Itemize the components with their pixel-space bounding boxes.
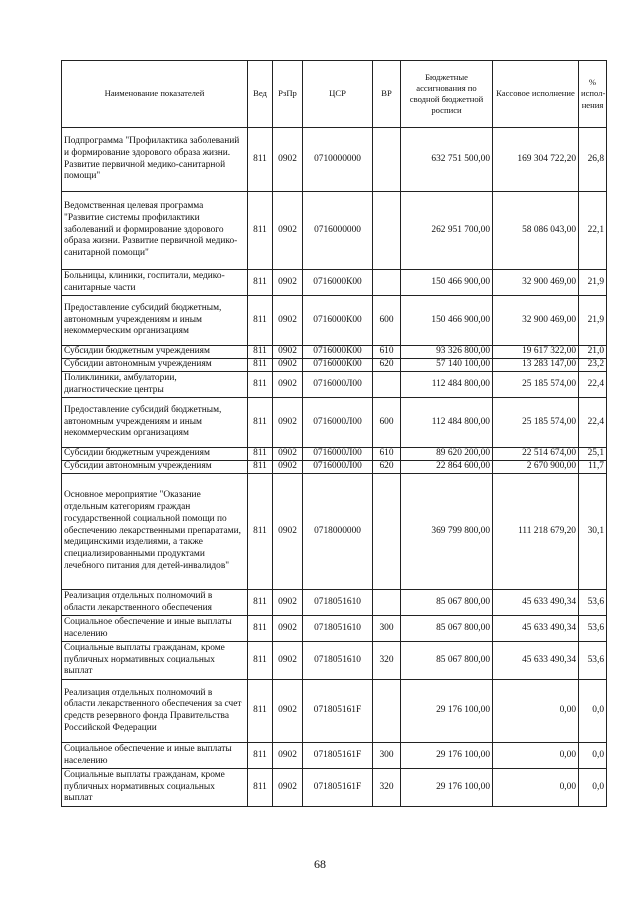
row-cash: 0,00 [493,769,579,807]
row-budget: 150 466 900,00 [401,296,493,346]
row-cash: 45 633 490,34 [493,590,579,616]
row-rzpr: 0902 [273,372,303,398]
row-csr: 0716000К00 [303,359,373,372]
row-name: Основное мероприятие "Оказание отдельным категориям граждан государственной социальной помощи по обеспечению лекарственными препаратами, медицинскими изделиями, а также специализированными продуктами лечебного питания для детей-инвалидов" [62,474,248,590]
row-csr: 0716000К00 [303,296,373,346]
row-name: Субсидии автономным учреждениям [62,359,248,372]
row-ved: 811 [248,359,273,372]
row-budget: 85 067 800,00 [401,616,493,642]
row-csr: 0718051610 [303,590,373,616]
row-ved: 811 [248,642,273,680]
row-budget: 57 140 100,00 [401,359,493,372]
row-vr: 610 [373,448,401,461]
row-percent: 22,4 [579,398,607,448]
row-cash: 45 633 490,34 [493,616,579,642]
row-percent: 22,1 [579,192,607,270]
row-percent: 21,0 [579,346,607,359]
row-vr [373,372,401,398]
row-csr: 0716000Л00 [303,372,373,398]
row-rzpr: 0902 [273,680,303,743]
row-name: Подпрограмма "Профилактика заболеваний и формирование здорового образа жизни. Развитие первичной медико-санитарной помощи" [62,128,248,192]
row-vr [373,474,401,590]
row-budget: 89 620 200,00 [401,448,493,461]
row-ved: 811 [248,372,273,398]
row-percent: 22,4 [579,372,607,398]
row-vr [373,128,401,192]
row-cash: 25 185 574,00 [493,398,579,448]
row-percent: 30,1 [579,474,607,590]
row-cash: 169 304 722,20 [493,128,579,192]
row-vr: 300 [373,743,401,769]
row-budget: 262 951 700,00 [401,192,493,270]
row-cash: 22 514 674,00 [493,448,579,461]
table-row [62,128,607,192]
table-body [62,128,607,807]
row-cash: 111 218 679,20 [493,474,579,590]
row-budget: 369 799 800,00 [401,474,493,590]
row-csr: 0716000Л00 [303,448,373,461]
row-rzpr: 0902 [273,398,303,448]
row-percent: 0,0 [579,769,607,807]
row-cash: 0,00 [493,743,579,769]
budget-execution-table [61,60,607,807]
row-rzpr: 0902 [273,474,303,590]
row-name: Ведомственная целевая программа "Развитие системы профилактики заболеваний и формирование здорового образа жизни. Развитие первичной медико-санитарной помощи" [62,192,248,270]
row-ved: 811 [248,192,273,270]
row-budget: 93 326 800,00 [401,346,493,359]
row-ved: 811 [248,680,273,743]
table-row [62,192,607,270]
table-row [62,270,607,296]
row-cash: 58 086 043,00 [493,192,579,270]
row-ved: 811 [248,461,273,474]
row-cash: 45 633 490,34 [493,642,579,680]
row-csr: 0716000Л00 [303,398,373,448]
table-row [62,398,607,448]
row-csr: 071805161F [303,769,373,807]
row-rzpr: 0902 [273,590,303,616]
row-name: Больницы, клиники, госпитали, медико-санитарные части [62,270,248,296]
row-name: Субсидии бюджетным учреждениям [62,346,248,359]
row-vr [373,192,401,270]
row-percent: 53,6 [579,642,607,680]
header-budget: Бюджетные ассигнования по сводной бюджетной росписи [401,61,493,128]
row-rzpr: 0902 [273,448,303,461]
row-ved: 811 [248,346,273,359]
row-rzpr: 0902 [273,270,303,296]
header-name: Наименование показателей [62,61,248,128]
row-cash: 13 283 147,00 [493,359,579,372]
row-budget: 112 484 800,00 [401,398,493,448]
page-number: 68 [314,857,326,871]
row-name: Реализация отдельных полномочий в области лекарственного обеспечения [62,590,248,616]
header-csr: ЦСР [303,61,373,128]
row-percent: 0,0 [579,680,607,743]
table-row [62,642,607,680]
row-ved: 811 [248,743,273,769]
row-name: Предоставление субсидий бюджетным, автономным учреждениям и иным некоммерческим организациям [62,398,248,448]
row-budget: 29 176 100,00 [401,680,493,743]
table-row [62,680,607,743]
header-ved: Вед [248,61,273,128]
row-rzpr: 0902 [273,192,303,270]
row-percent: 25,1 [579,448,607,461]
table-row [62,372,607,398]
header-cash: Кассовое исполнение [493,61,579,128]
row-name: Социальное обеспечение и иные выплаты населению [62,743,248,769]
row-cash: 0,00 [493,680,579,743]
header-row [62,61,607,128]
row-ved: 811 [248,270,273,296]
row-vr: 320 [373,642,401,680]
row-name: Субсидии бюджетным учреждениям [62,448,248,461]
row-vr: 320 [373,769,401,807]
row-csr: 0716000К00 [303,270,373,296]
row-rzpr: 0902 [273,743,303,769]
row-budget: 85 067 800,00 [401,590,493,616]
row-percent: 21,9 [579,270,607,296]
row-csr: 071805161F [303,743,373,769]
row-name: Социальные выплаты гражданам, кроме публичных нормативных социальных выплат [62,642,248,680]
row-percent: 23,2 [579,359,607,372]
row-vr: 620 [373,359,401,372]
row-budget: 112 484 800,00 [401,372,493,398]
row-vr: 600 [373,398,401,448]
row-ved: 811 [248,590,273,616]
row-budget: 29 176 100,00 [401,769,493,807]
table-row [62,474,607,590]
row-rzpr: 0902 [273,769,303,807]
row-csr: 0716000К00 [303,346,373,359]
row-percent: 0,0 [579,743,607,769]
row-rzpr: 0902 [273,128,303,192]
row-cash: 32 900 469,00 [493,270,579,296]
row-vr: 300 [373,616,401,642]
row-budget: 85 067 800,00 [401,642,493,680]
row-vr: 620 [373,461,401,474]
row-percent: 11,7 [579,461,607,474]
table-row [62,296,607,346]
table-row [62,743,607,769]
row-cash: 25 185 574,00 [493,372,579,398]
row-vr [373,270,401,296]
row-name: Субсидии автономным учреждениям [62,461,248,474]
table-row [62,590,607,616]
row-ved: 811 [248,128,273,192]
table-row [62,346,607,359]
row-budget: 632 751 500,00 [401,128,493,192]
row-budget: 22 864 600,00 [401,461,493,474]
row-rzpr: 0902 [273,359,303,372]
row-cash: 19 617 322,00 [493,346,579,359]
row-name: Поликлиники, амбулатории, диагностические центры [62,372,248,398]
header-vr: ВР [373,61,401,128]
row-cash: 32 900 469,00 [493,296,579,346]
row-rzpr: 0902 [273,616,303,642]
row-csr: 0716000000 [303,192,373,270]
row-rzpr: 0902 [273,346,303,359]
row-name: Предоставление субсидий бюджетным, автономным учреждениям и иным некоммерческим организациям [62,296,248,346]
table-row [62,359,607,372]
header-percent: % испол-нения [579,61,607,128]
row-name: Реализация отдельных полномочий в области лекарственного обеспечения за счет средств резервного фонда Правительства Российской Федерации [62,680,248,743]
row-ved: 811 [248,616,273,642]
row-percent: 53,6 [579,590,607,616]
table-row [62,616,607,642]
row-csr: 0716000Л00 [303,461,373,474]
row-ved: 811 [248,296,273,346]
table-row [62,769,607,807]
row-vr [373,590,401,616]
row-vr: 610 [373,346,401,359]
row-csr: 0710000000 [303,128,373,192]
row-csr: 071805161F [303,680,373,743]
row-csr: 0718000000 [303,474,373,590]
row-rzpr: 0902 [273,296,303,346]
row-ved: 811 [248,769,273,807]
row-percent: 26,8 [579,128,607,192]
row-ved: 811 [248,448,273,461]
row-name: Социальные выплаты гражданам, кроме публичных нормативных социальных выплат [62,769,248,807]
row-percent: 21,9 [579,296,607,346]
table-row [62,448,607,461]
row-ved: 811 [248,474,273,590]
row-vr [373,680,401,743]
table-row [62,461,607,474]
row-csr: 0718051610 [303,642,373,680]
row-rzpr: 0902 [273,642,303,680]
row-ved: 811 [248,398,273,448]
row-percent: 53,6 [579,616,607,642]
row-name: Социальное обеспечение и иные выплаты населению [62,616,248,642]
row-budget: 29 176 100,00 [401,743,493,769]
row-csr: 0718051610 [303,616,373,642]
row-vr: 600 [373,296,401,346]
header-rzpr: РзПр [273,61,303,128]
row-cash: 2 670 900,00 [493,461,579,474]
row-budget: 150 466 900,00 [401,270,493,296]
row-rzpr: 0902 [273,461,303,474]
